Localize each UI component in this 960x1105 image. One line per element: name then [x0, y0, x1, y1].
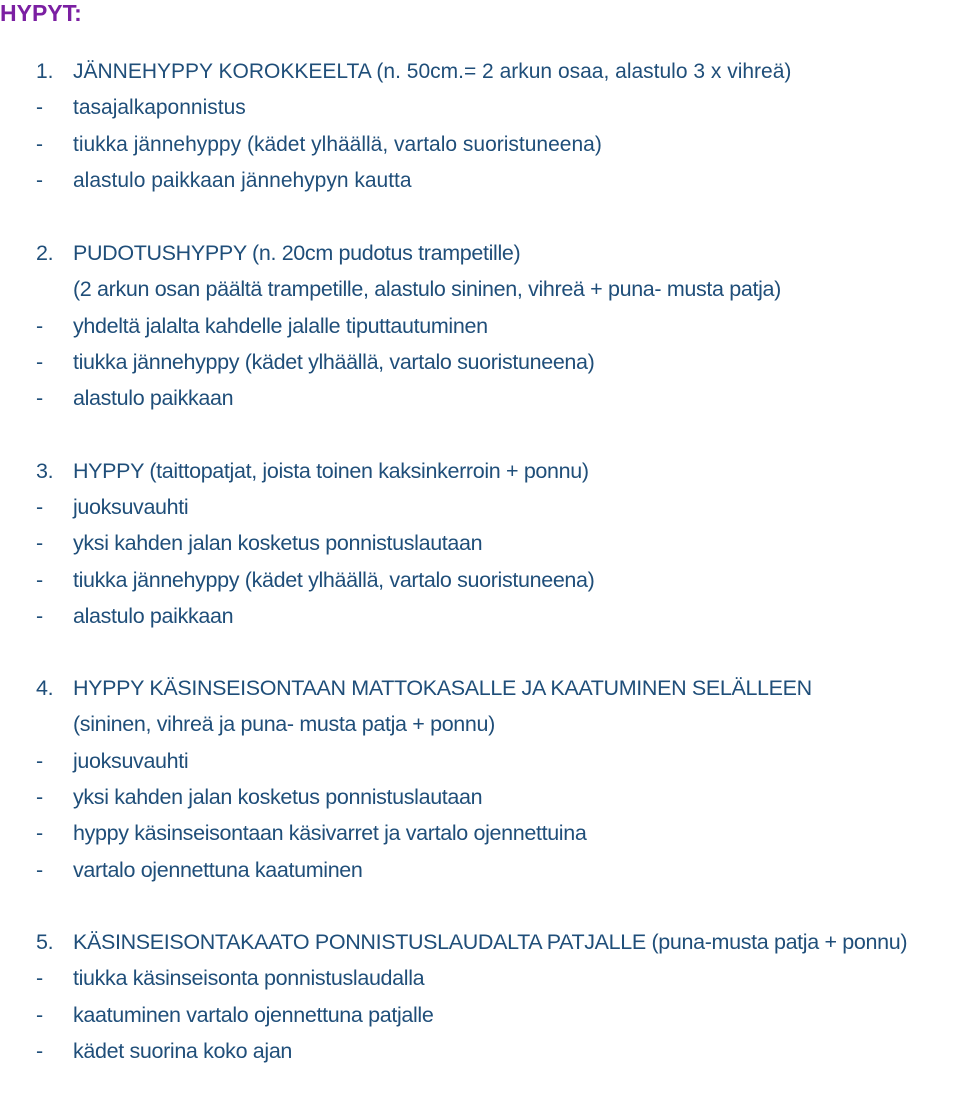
section-title: KÄSINSEISONTAKAATO PONNISTUSLAUDALTA PATJALLE (puna-musta patja + ponnu): [73, 929, 908, 954]
section-title: HYPPY (taittopatjat, joista toinen kaksinkerroin + ponnu): [73, 458, 589, 483]
list-item-text: kädet suorina koko ajan: [73, 1038, 293, 1063]
list-item: [36, 779, 956, 815]
section-title: JÄNNEHYPPY KOROKKEELTA (n. 50cm.= 2 arkun osaa, alastulo 3 x vihreä): [73, 60, 792, 83]
list-item: [36, 598, 956, 634]
jump-list: [36, 54, 956, 1105]
list-item: [36, 344, 956, 380]
dash-marker: -: [36, 1002, 43, 1027]
list-item: [36, 1033, 956, 1069]
list-item-text: tiukka jännehyppy (kädet ylhäällä, vartalo suoristuneena): [73, 567, 595, 592]
dash-marker: -: [36, 966, 43, 991]
dash-marker: -: [36, 1038, 43, 1063]
section-2: [36, 235, 956, 416]
dash-marker: -: [36, 96, 43, 120]
dash-marker: -: [36, 350, 43, 375]
section-number: 2.: [36, 241, 54, 266]
dash-marker: -: [36, 132, 43, 156]
section-5: [36, 924, 956, 1069]
section-note: (2 arkun osan päältä trampetille, alastulo sininen, vihreä + puna- musta patja): [73, 277, 781, 302]
section-title-line: [36, 453, 956, 489]
dash-marker: -: [36, 168, 43, 192]
section-note-line: [36, 706, 956, 742]
list-item: [36, 489, 956, 525]
page-heading: HYPYT:: [0, 0, 82, 26]
dash-marker: -: [36, 748, 43, 773]
section-title-line: [36, 235, 956, 271]
section-number: 4.: [36, 676, 54, 701]
list-item: [36, 960, 956, 996]
dash-marker: -: [36, 785, 43, 810]
list-item: [36, 525, 956, 561]
list-item-text: yhdeltä jalalta kahdelle jalalle tiputtautuminen: [73, 313, 488, 338]
section-number: 5.: [36, 929, 54, 954]
list-item-text: juoksuvauhti: [73, 494, 189, 519]
list-item: [36, 163, 956, 199]
list-item-text: juoksuvauhti: [73, 748, 189, 773]
section-3: [36, 453, 956, 634]
section-number: 3.: [36, 458, 54, 483]
dash-marker: -: [36, 531, 43, 556]
dash-marker: -: [36, 603, 43, 628]
section-4: [36, 670, 956, 888]
list-item-text: alastulo paikkaan: [73, 603, 234, 628]
list-item-text: tasajalkaponnistus: [73, 96, 246, 120]
list-item-text: kaatuminen vartalo ojennettuna patjalle: [73, 1002, 434, 1027]
list-item: [36, 743, 956, 779]
list-item-text: alastulo paikkaan: [73, 386, 234, 411]
list-item-text: tiukka käsinseisonta ponnistuslaudalla: [73, 966, 425, 991]
list-item-text: vartalo ojennettuna kaatuminen: [73, 857, 363, 882]
list-item: [36, 997, 956, 1033]
dash-marker: -: [36, 494, 43, 519]
section-title: PUDOTUSHYPPY (n. 20cm pudotus trampetille): [73, 241, 521, 266]
section-number: 1.: [36, 60, 54, 83]
section-title-line: [36, 924, 956, 960]
section-title: HYPPY KÄSINSEISONTAAN MATTOKASALLE JA KAATUMINEN SELÄLLEEN: [73, 676, 812, 701]
section-note-line: [36, 271, 956, 307]
dash-marker: -: [36, 567, 43, 592]
list-item: [36, 90, 956, 126]
list-item: [36, 127, 956, 163]
section-title-line: [36, 670, 956, 706]
list-item-text: tiukka jännehyppy (kädet ylhäällä, vartalo suoristuneena): [73, 132, 602, 156]
list-item: [36, 815, 956, 851]
list-item-text: tiukka jännehyppy (kädet ylhäällä, vartalo suoristuneena): [73, 350, 595, 375]
list-item-text: yksi kahden jalan kosketus ponnistuslautaan: [73, 785, 483, 810]
section-title-line: [36, 54, 956, 90]
list-item: [36, 308, 956, 344]
list-item: [36, 562, 956, 598]
list-item-text: hyppy käsinseisontaan käsivarret ja vartalo ojennettuina: [73, 821, 587, 846]
list-item-text: alastulo paikkaan jännehypyn kautta: [73, 168, 412, 192]
list-item: [36, 380, 956, 416]
dash-marker: -: [36, 313, 43, 338]
list-item: [36, 852, 956, 888]
list-item-text: yksi kahden jalan kosketus ponnistuslautaan: [73, 531, 483, 556]
section-1: [36, 54, 956, 199]
dash-marker: -: [36, 386, 43, 411]
dash-marker: -: [36, 857, 43, 882]
dash-marker: -: [36, 821, 43, 846]
section-note: (sininen, vihreä ja puna- musta patja + ponnu): [73, 712, 495, 737]
